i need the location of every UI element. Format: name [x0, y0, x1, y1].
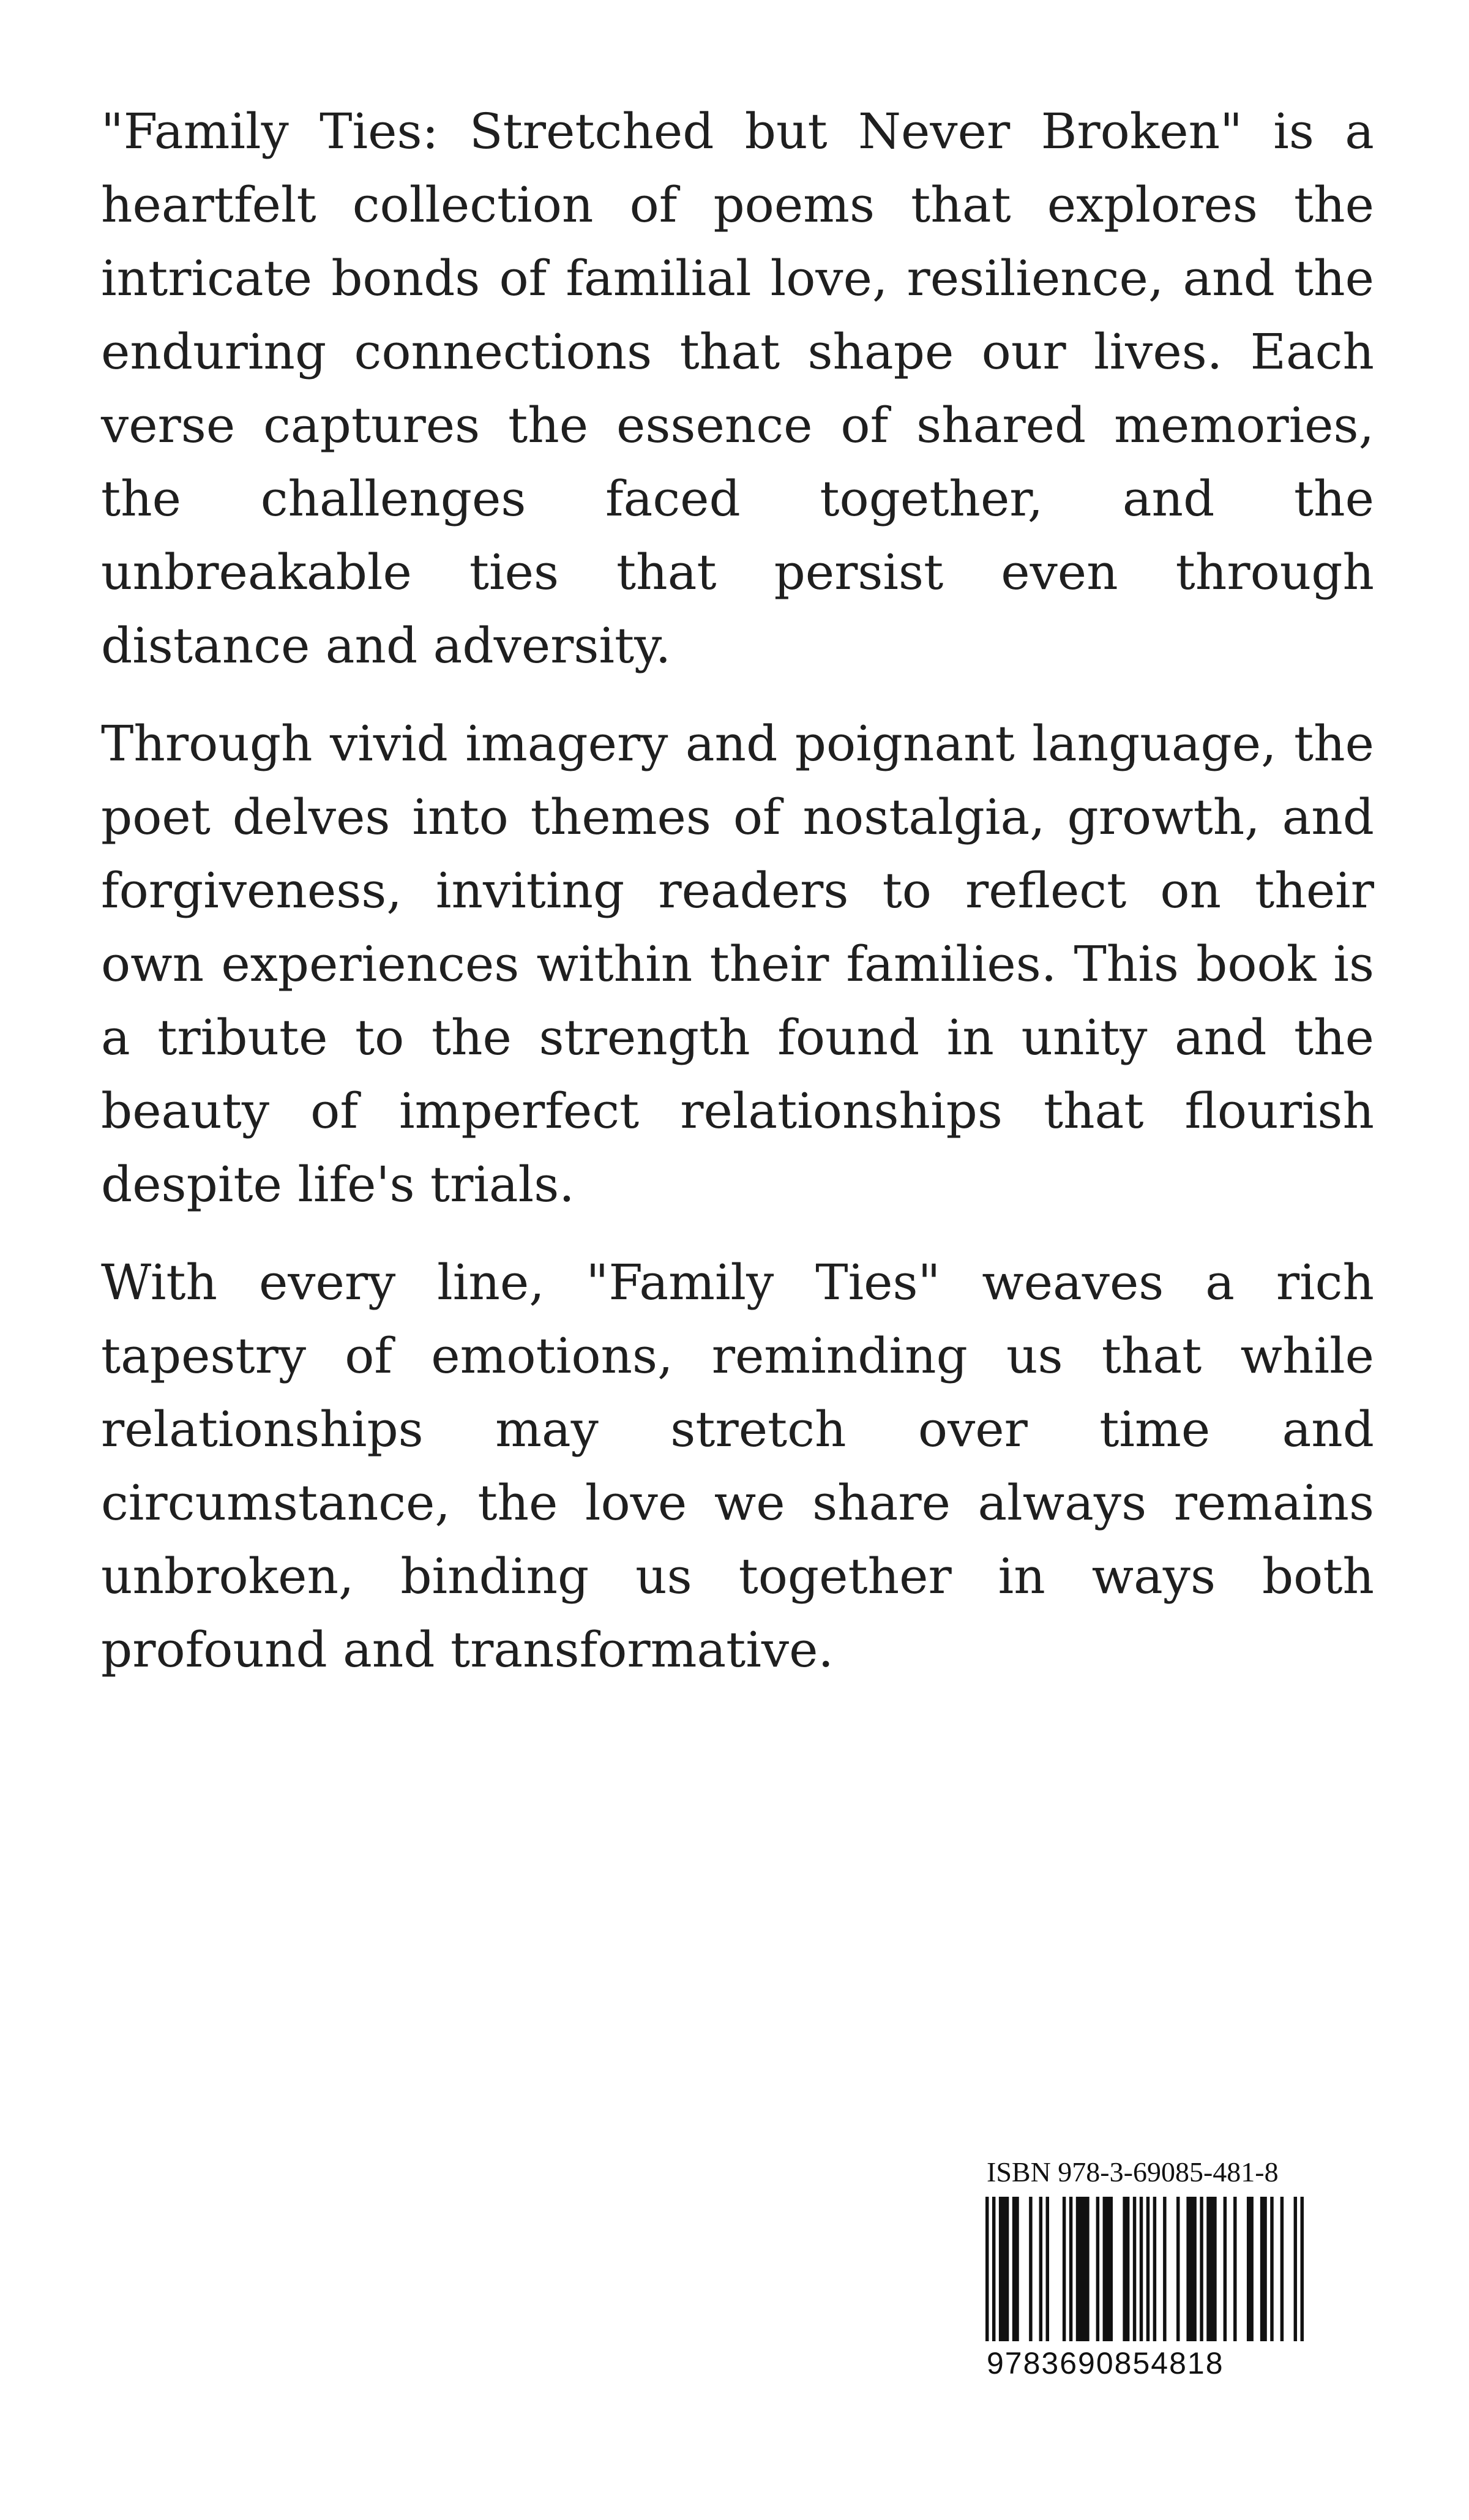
barcode-bar [1206, 2197, 1216, 2341]
blurb-paragraph-3: With every line, "Family Ties" weaves a rich tapestry of emotions, reminding us that while relationships may stretch over time and circumstance, the love we share always remains unbroken, binding us together in ways both profound and transformative. [101, 1254, 1374, 1678]
blurb-paragraph-2: Through vivid imagery and poignant language, the poet delves into themes of nostalgia, growth, and forgiveness, inviting readers to reflect on their own experiences within their families. This book is a tribute to the strength found in unity and the beauty of imperfect relationships that flourish despite life's trials. [101, 715, 1374, 1213]
barcode-bar [1076, 2197, 1090, 2341]
barcode-bar [1140, 2197, 1143, 2341]
barcode-bar [1029, 2197, 1032, 2341]
barcode-bar [1247, 2197, 1254, 2341]
barcode-bar [1270, 2197, 1273, 2341]
isbn-barcode [979, 2155, 1310, 2388]
barcode-bar [1133, 2197, 1136, 2341]
barcode-bar [1163, 2197, 1166, 2341]
barcode-bar [1280, 2197, 1284, 2341]
barcode-bar [1233, 2197, 1236, 2341]
barcode-bar [1153, 2197, 1156, 2341]
isbn-label: ISBN 978-3-69085-481-8 [987, 2156, 1279, 2188]
barcode-bar [985, 2197, 989, 2341]
barcode-bar [1176, 2197, 1179, 2341]
barcode-bar [1039, 2197, 1042, 2341]
barcode-bar [1260, 2197, 1267, 2341]
barcode-bar [999, 2197, 1009, 2341]
barcode-bar [1294, 2197, 1297, 2341]
barcode-bar [1186, 2197, 1196, 2341]
barcode-bar [1063, 2197, 1066, 2341]
ean-digits: 9783690854818 [987, 2346, 1224, 2380]
barcode-bar [992, 2197, 995, 2341]
barcode-bar [1123, 2197, 1129, 2341]
barcode-bar [1301, 2197, 1304, 2341]
barcode-bar [1096, 2197, 1099, 2341]
barcode-bar [1146, 2197, 1149, 2341]
barcode-bar [1103, 2197, 1113, 2341]
barcode-icon [985, 2197, 1304, 2341]
blurb-paragraph-1: "Family Ties: Stretched but Never Broken" is a heartfelt collection of poems that explores the intricate bonds of familial love, resilience, and the enduring connections that shape our lives. Each verse captures the essence of shared memories, the challenges faced together, and the unbreakable ties that persist even through distance and adversity. [101, 103, 1374, 674]
barcode-bar [1012, 2197, 1019, 2341]
blurb-text [101, 95, 1374, 1711]
barcode-bar [1200, 2197, 1203, 2341]
barcode-bar [1069, 2197, 1072, 2341]
barcode-bar [1224, 2197, 1227, 2341]
barcode-bar [1046, 2197, 1049, 2341]
